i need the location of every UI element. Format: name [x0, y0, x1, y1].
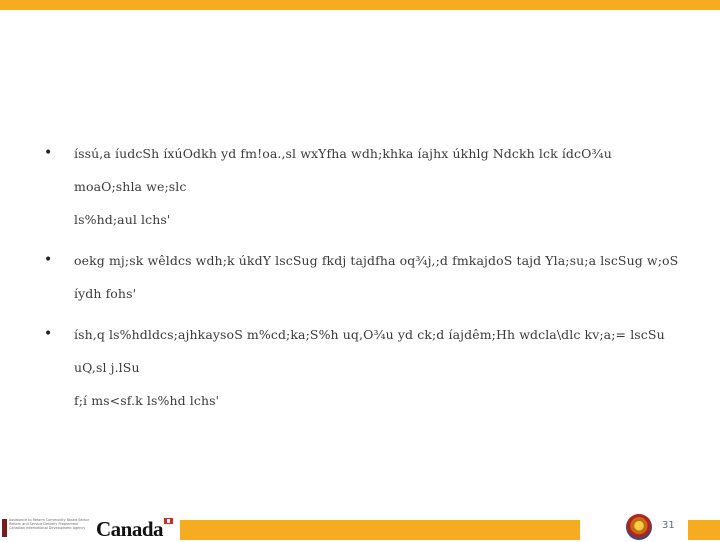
partner-logo-icon [2, 519, 7, 537]
page-number: 31 [662, 520, 675, 531]
footer-accent-bar [180, 520, 580, 540]
canada-flag-icon [164, 518, 173, 524]
bullet-3-line-2: f;í ms<sf.k ls%hd lchs' [74, 393, 220, 408]
slide-content [44, 137, 684, 417]
canada-wordmark: Canada [96, 517, 164, 541]
bullet-item-3 [44, 318, 684, 417]
bullet-1-line-1: íssú,a íudcSh íxúOdkh yd fm!oa.,sl wxYfha wdh;khka íajhx úkhlg Ndckh lck ídcO¾u moaO;shla we;slc [74, 146, 612, 194]
footer-accent-bar-right [688, 520, 720, 540]
bullet-2-line-1: oekg mj;sk wêldcs wdh;k úkdY lscSug fkdj tajdfha oq¾j,;d fmkajdoS tajd Yla;su;a lscSug w;oS íydh fohs' [74, 253, 679, 301]
bullet-1-line-2: ls%hd;aul lchs' [74, 212, 171, 227]
top-accent-bar [0, 0, 720, 10]
bullet-3-line-1: ísh,q ls%hdldcs;ajhkaysoS m%cd;ka;S%h uq,O¾u yd ck;d íajdêm;Hh wdcla\dlc kv;a;= lscSu uQ,sl j.lSu [74, 327, 665, 375]
bullet-dot-icon: • [44, 326, 53, 342]
bullet-item-1 [44, 137, 684, 236]
emblem-icon [626, 514, 652, 540]
bullet-item-2 [44, 244, 684, 310]
footer-logo-strip [0, 516, 180, 540]
partner-logo-text: Assistance to Reform Community Based Sector Reform and Service Delivery Programme Canadian International Development Agency [9, 518, 89, 531]
bullet-dot-icon: • [44, 252, 53, 268]
bullet-dot-icon: • [44, 145, 53, 161]
